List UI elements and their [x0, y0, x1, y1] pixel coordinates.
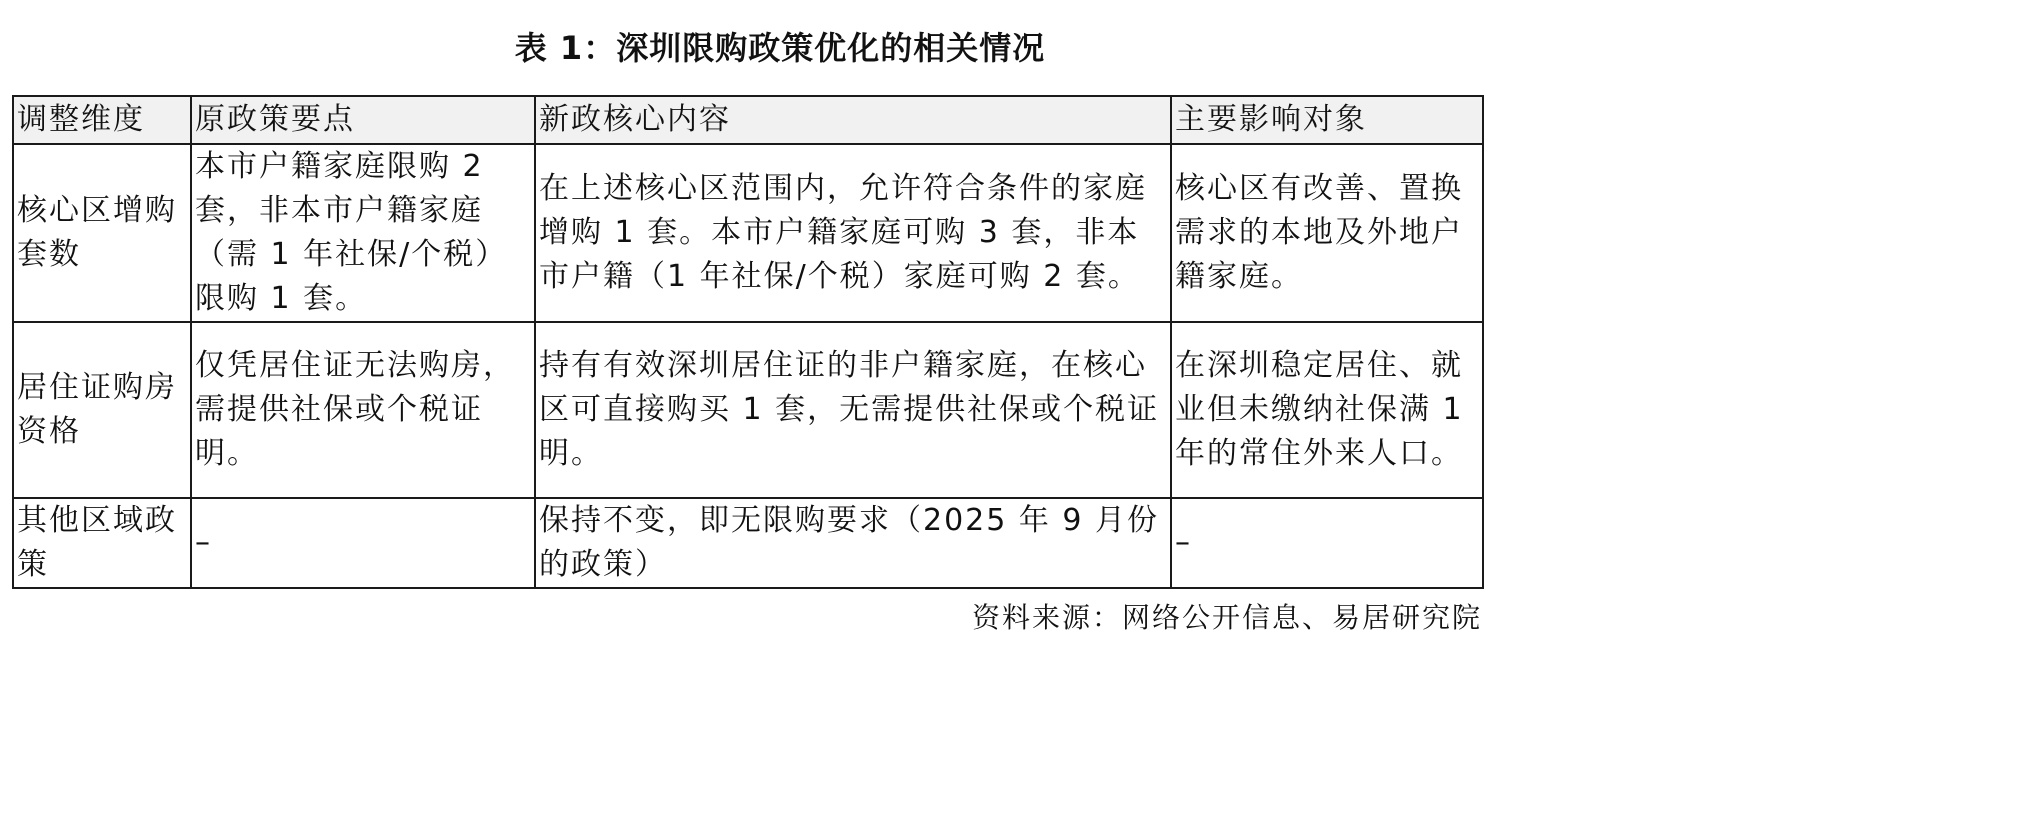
header-new-policy: 新政核心内容: [535, 96, 1171, 144]
table-title: 表 1：深圳限购政策优化的相关情况: [514, 29, 1046, 67]
cell-dimension: 居住证购房资格: [13, 322, 191, 498]
header-dimension: 调整维度: [13, 96, 191, 144]
table-row: [13, 144, 1483, 322]
header-affected: 主要影响对象: [1171, 96, 1483, 144]
cell-dimension: 核心区增购套数: [13, 144, 191, 322]
table-header-row: [13, 96, 1483, 144]
cell-new-policy: 持有有效深圳居住证的非户籍家庭，在核心区可直接购买 1 套，无需提供社保或个税证明。: [535, 322, 1171, 498]
policy-table: [12, 95, 1484, 589]
cell-new-policy: 保持不变，即无限购要求（2025 年 9 月份的政策）: [535, 498, 1171, 588]
cell-original-policy: 仅凭居住证无法购房，需提供社保或个税证明。: [191, 322, 535, 498]
cell-new-policy: 在上述核心区范围内，允许符合条件的家庭增购 1 套。本市户籍家庭可购 3 套，非本市户籍（1 年社保/个税）家庭可购 2 套。: [535, 144, 1171, 322]
cell-affected: –: [1171, 498, 1483, 588]
header-original-policy: 原政策要点: [191, 96, 535, 144]
cell-affected: 核心区有改善、置换需求的本地及外地户籍家庭。: [1171, 144, 1483, 322]
table-row: [13, 322, 1483, 498]
table-row: [13, 498, 1483, 588]
source-note: 资料来源：网络公开信息、易居研究院: [971, 601, 1482, 634]
cell-original-policy: –: [191, 498, 535, 588]
cell-dimension: 其他区域政策: [13, 498, 191, 588]
cell-affected: 在深圳稳定居住、就业但未缴纳社保满 1 年的常住外来人口。: [1171, 322, 1483, 498]
cell-original-policy: 本市户籍家庭限购 2 套，非本市户籍家庭（需 1 年社保/个税）限购 1 套。: [191, 144, 535, 322]
